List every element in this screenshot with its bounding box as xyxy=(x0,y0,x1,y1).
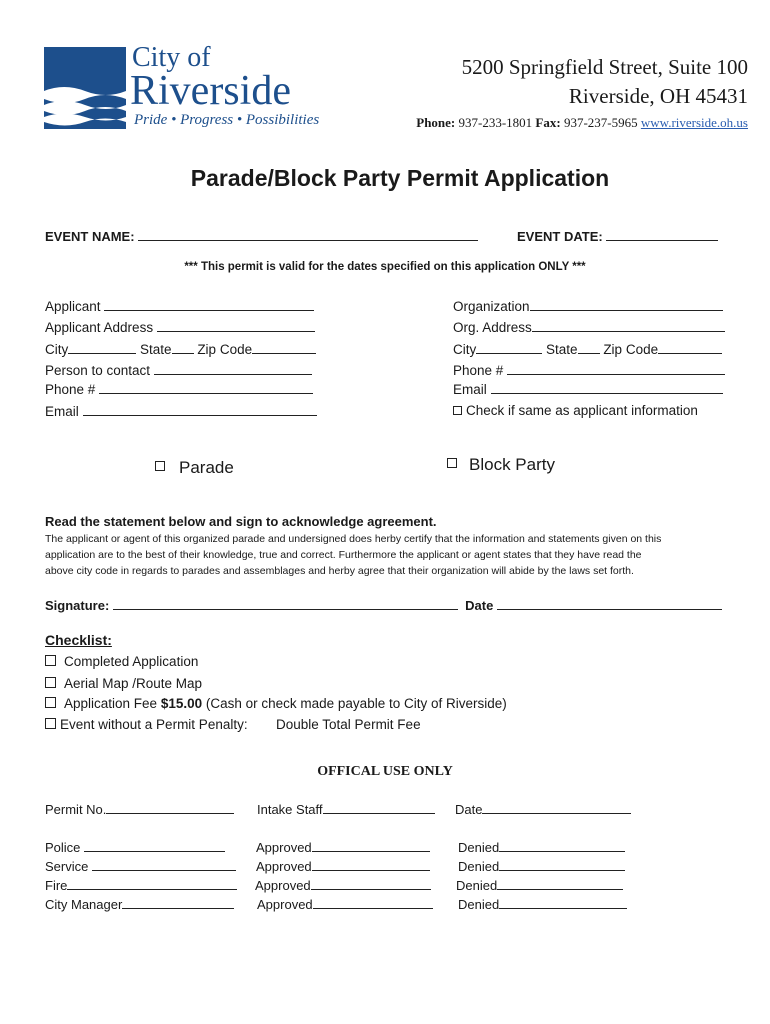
checklist-item-4-label: Event without a Permit Penalty: xyxy=(60,717,248,732)
dept-signoff-field[interactable] xyxy=(92,858,236,871)
permit-no-label: Permit No. xyxy=(45,802,107,817)
approval-approved xyxy=(256,858,430,874)
logo-line2: Riverside xyxy=(130,68,291,114)
signature-date-field[interactable] xyxy=(497,597,722,610)
page-title: Parade/Block Party Permit Application xyxy=(190,165,610,191)
dept-signoff-field[interactable] xyxy=(84,839,225,852)
fax-label: Fax: xyxy=(535,115,561,130)
applicant-zip-label: Zip Code xyxy=(197,342,253,357)
org-address-field[interactable] xyxy=(532,319,725,332)
org-phone-label: Phone # xyxy=(453,363,504,378)
agreement-text-3: above city code in regards to parades and assemblages and herby agree that their organization will abide by the laws set forth. xyxy=(45,565,634,577)
applicant-city-field[interactable] xyxy=(68,341,136,354)
applicant-state-label: State xyxy=(140,342,172,357)
approval-dept-service xyxy=(45,858,236,874)
address-line2: Riverside, OH 45431 xyxy=(568,84,748,108)
approval-denied xyxy=(458,858,625,874)
phone-label: Phone: xyxy=(416,115,456,130)
block-party-label: Block Party xyxy=(469,455,555,474)
approved-label: Approved xyxy=(256,859,312,874)
denied-field[interactable] xyxy=(499,896,627,909)
dept-label: City Manager xyxy=(45,897,123,912)
denied-label: Denied xyxy=(458,840,500,855)
org-city-row xyxy=(453,341,722,357)
denied-label: Denied xyxy=(456,878,498,893)
same-as-applicant-label: Check if same as applicant information xyxy=(466,403,698,418)
approved-label: Approved xyxy=(255,878,311,893)
agreement-heading-text: Read the statement below and sign to acknowledge agreement xyxy=(45,514,433,529)
checklist-item-3-prefix: Application Fee xyxy=(64,696,161,711)
applicant-email-row xyxy=(45,403,317,419)
org-zip-field[interactable] xyxy=(658,341,722,354)
parade-label: Parade xyxy=(179,458,234,477)
agreement-text-1: The applicant or agent of this organized parade and undersigned does herby certify that the information and statements given on this xyxy=(45,533,662,545)
same-as-applicant-checkbox[interactable] xyxy=(453,406,462,415)
intake-staff-label: Intake Staff xyxy=(257,802,323,817)
applicant-address-row xyxy=(45,319,315,335)
org-city-label: City xyxy=(453,342,477,357)
permit-no-field[interactable] xyxy=(106,801,234,814)
applicant-city-label: City xyxy=(45,342,69,357)
checklist-item-2-label: Aerial Map /Route Map xyxy=(64,676,203,691)
approved-label: Approved xyxy=(257,897,313,912)
org-address-row xyxy=(453,319,725,335)
checklist-item-3-suffix: (Cash or check made payable to City of Riverside) xyxy=(202,696,507,711)
organization-field[interactable] xyxy=(530,298,723,311)
dept-label: Fire xyxy=(45,878,68,893)
org-zip-label: Zip Code xyxy=(603,342,659,357)
checklist-item-1-label: Completed Application xyxy=(64,654,199,669)
phone-number: 937-233-1801 xyxy=(458,115,533,130)
dept-label: Service xyxy=(45,859,89,874)
parade-option[interactable] xyxy=(155,458,234,478)
approval-denied xyxy=(458,839,625,855)
approval-approved xyxy=(255,877,431,893)
applicant-email-label: Email xyxy=(45,404,79,419)
applicant-phone-row xyxy=(45,381,313,397)
event-name-row xyxy=(45,228,478,244)
official-date-row xyxy=(455,801,631,817)
approved-field[interactable] xyxy=(312,858,430,871)
contact-line xyxy=(416,115,748,131)
applicant-zip-field[interactable] xyxy=(252,341,316,354)
checklist-item-1 xyxy=(45,654,198,669)
event-name-label: EVENT NAME: xyxy=(45,229,135,244)
approved-field[interactable] xyxy=(311,877,431,890)
applicant-field[interactable] xyxy=(104,298,314,311)
approved-field[interactable] xyxy=(313,896,433,909)
checklist-item-3-checkbox[interactable] xyxy=(45,697,56,708)
agreement-text-2: application are to the best of their knowledge, true and correct. Furthermore the applicant or agent states that they have read the xyxy=(45,549,642,561)
checklist-item-4 xyxy=(45,717,248,732)
intake-staff-field[interactable] xyxy=(323,801,435,814)
checklist-heading: Checklist: xyxy=(45,632,112,648)
org-state-label: State xyxy=(546,342,578,357)
approval-dept-city-manager xyxy=(45,896,234,912)
denied-field[interactable] xyxy=(499,858,625,871)
checklist-item-2 xyxy=(45,676,202,691)
org-email-label: Email xyxy=(453,382,487,397)
event-date-label: EVENT DATE: xyxy=(517,229,603,244)
permit-no-row xyxy=(45,801,234,817)
penalty-value: Double Total Permit Fee xyxy=(276,717,421,732)
denied-field[interactable] xyxy=(499,839,625,852)
event-name-field[interactable] xyxy=(138,228,478,241)
denied-label: Denied xyxy=(458,859,500,874)
org-state-field[interactable] xyxy=(578,341,600,354)
same-as-applicant-row xyxy=(453,403,698,418)
intake-staff-row xyxy=(257,801,435,817)
checklist-item-4-checkbox[interactable] xyxy=(45,718,56,729)
fax-number: 937-237-5965 xyxy=(563,115,638,130)
contact-person-label: Person to contact xyxy=(45,363,151,378)
signature-field[interactable] xyxy=(113,597,458,610)
logo-tagline: Pride • Progress • Possibilities xyxy=(134,112,320,128)
denied-label: Denied xyxy=(458,897,500,912)
org-email-field[interactable] xyxy=(491,381,723,394)
contact-person-field[interactable] xyxy=(154,362,312,375)
contact-person-row xyxy=(45,362,312,378)
checklist-item-1-checkbox[interactable] xyxy=(45,655,56,666)
event-date-field[interactable] xyxy=(606,228,718,241)
organization-row xyxy=(453,298,723,314)
approved-label: Approved xyxy=(256,840,312,855)
applicant-phone-field[interactable] xyxy=(99,381,313,394)
approval-dept-police xyxy=(45,839,225,855)
approval-approved xyxy=(256,839,430,855)
org-address-label: Org. Address xyxy=(453,320,532,335)
approval-approved xyxy=(257,896,433,912)
org-email-row xyxy=(453,381,723,397)
approval-denied xyxy=(456,877,623,893)
application-fee-amount: $15.00 xyxy=(160,696,203,711)
event-date-row xyxy=(517,228,718,244)
dept-signoff-field[interactable] xyxy=(122,896,234,909)
applicant-state-field[interactable] xyxy=(172,341,194,354)
address-line1: 5200 Springfield Street, Suite 100 xyxy=(461,55,748,79)
applicant-label: Applicant xyxy=(45,299,101,314)
logo-emblem-icon xyxy=(44,47,126,129)
signature-date-label: Date xyxy=(465,598,494,613)
approved-field[interactable] xyxy=(312,839,430,852)
applicant-city-row xyxy=(45,341,316,357)
signature-label: Signature: xyxy=(45,598,110,613)
org-phone-field[interactable] xyxy=(507,362,725,375)
parade-checkbox[interactable] xyxy=(155,461,165,471)
organization-label: Organization xyxy=(453,299,530,314)
approval-dept-fire xyxy=(45,877,237,893)
org-city-field[interactable] xyxy=(476,341,542,354)
block-party-checkbox[interactable] xyxy=(447,458,457,468)
validity-note: *** This permit is valid for the dates specified on this application ONLY *** xyxy=(184,261,586,273)
official-date-field[interactable] xyxy=(482,801,631,814)
applicant-phone-label: Phone # xyxy=(45,382,96,397)
applicant-address-label: Applicant Address xyxy=(45,320,154,335)
checklist-item-3 xyxy=(45,696,507,711)
official-use-heading: OFFICAL USE ONLY xyxy=(317,764,453,779)
city-logo xyxy=(44,42,344,130)
dept-signoff-field[interactable] xyxy=(67,877,237,890)
denied-field[interactable] xyxy=(497,877,623,890)
applicant-address-field[interactable] xyxy=(157,319,315,332)
approval-denied xyxy=(458,896,627,912)
block-party-option[interactable] xyxy=(447,455,555,475)
agreement-heading: Read the statement below and sign to acknowledge agreement. xyxy=(45,514,437,529)
applicant-email-field[interactable] xyxy=(83,403,317,416)
dept-label: Police xyxy=(45,840,81,855)
signature-row xyxy=(45,597,722,613)
applicant-row xyxy=(45,298,314,314)
checklist-item-2-checkbox[interactable] xyxy=(45,677,56,688)
org-phone-row xyxy=(453,362,725,378)
logo-line1: City of xyxy=(132,42,211,73)
official-date-label: Date xyxy=(455,802,483,817)
website-link[interactable]: www.riverside.oh.us xyxy=(640,115,748,130)
